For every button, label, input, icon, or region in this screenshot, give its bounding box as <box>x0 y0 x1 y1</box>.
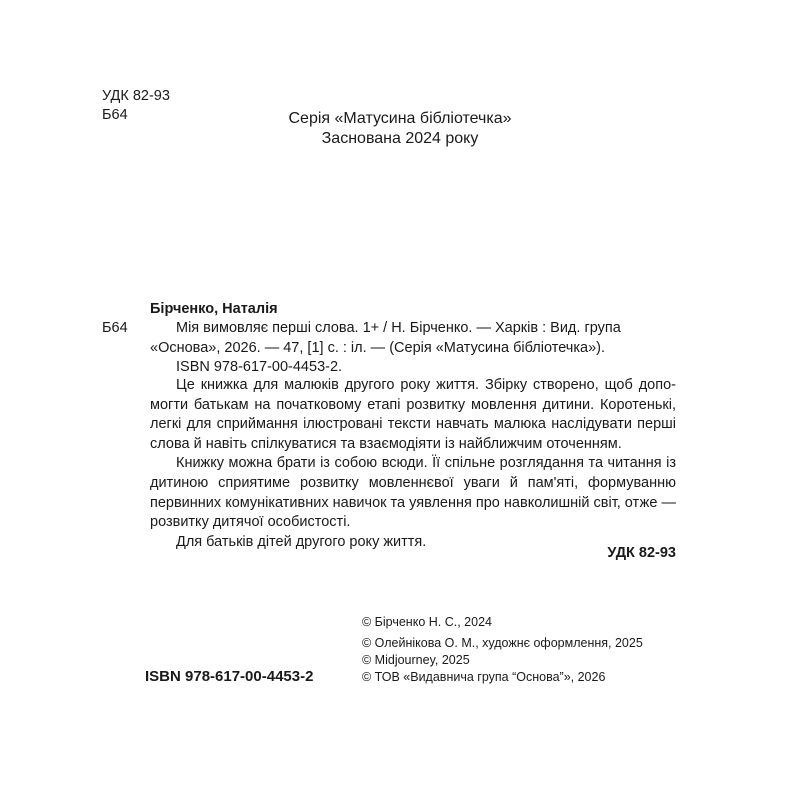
record-isbn: ISBN 978-617-00-4453-2. <box>176 359 343 375</box>
record-title-line2: «Основа», 2026. — 47, [1] с. : іл. — (Серія «Матусина бібліотечка»). <box>150 340 605 356</box>
annotation-paragraph: Для батьків дітей другого року життя. <box>176 533 427 550</box>
record-title-line1: Мія вимовляє перші слова. 1+ / Н. Бірченко. — Харків : Вид. група <box>176 320 621 336</box>
copyright-midjourney: © Midjourney, 2025 <box>362 653 470 667</box>
series-title: Серія «Матусина бібліотечка» <box>288 110 512 127</box>
header-udk: УДК 82-93 <box>102 88 170 104</box>
annotation-paragraph: Це книжка для малюків другого року життя. Збірку створено, щоб допомогти батькам на початковому етапі розвитку мовлення дитини. Коротенькі, легкі для сприймання ілюстровані тексти навчать малюка наслідувати перші слова й навіть спілкуватися та взаємодіяти із найближчим оточенням. <box>150 377 676 452</box>
annotation-paragraph: Книжку можна брати із собою всюди. Її спільне розглядання та читання із дитиною сприятиме розвитку мовленнєвої уваги й пам'яті, формуванню первинних комунікативних навичок та уявлення про навколишній світ, отже — розвитку дитячої особистості. <box>150 455 676 531</box>
record-bbk: Б64 <box>102 320 128 336</box>
author-name: Бірченко, Наталія <box>150 301 278 317</box>
series-founded: Заснована 2024 року <box>321 130 479 147</box>
copyright-illustrator: © Олейнікова О. М., художнє оформлення, 2025 <box>362 636 643 650</box>
annotation <box>150 376 676 552</box>
header-bbk: Б64 <box>102 107 128 123</box>
copyright-publisher: © ТОВ «Видавнича група “Основа”», 2026 <box>362 670 606 684</box>
udk-bottom: УДК 82-93 <box>607 545 676 561</box>
isbn-large: ISBN 978-617-00-4453-2 <box>145 668 314 685</box>
copyright-author: © Бірченко Н. С., 2024 <box>362 615 492 629</box>
